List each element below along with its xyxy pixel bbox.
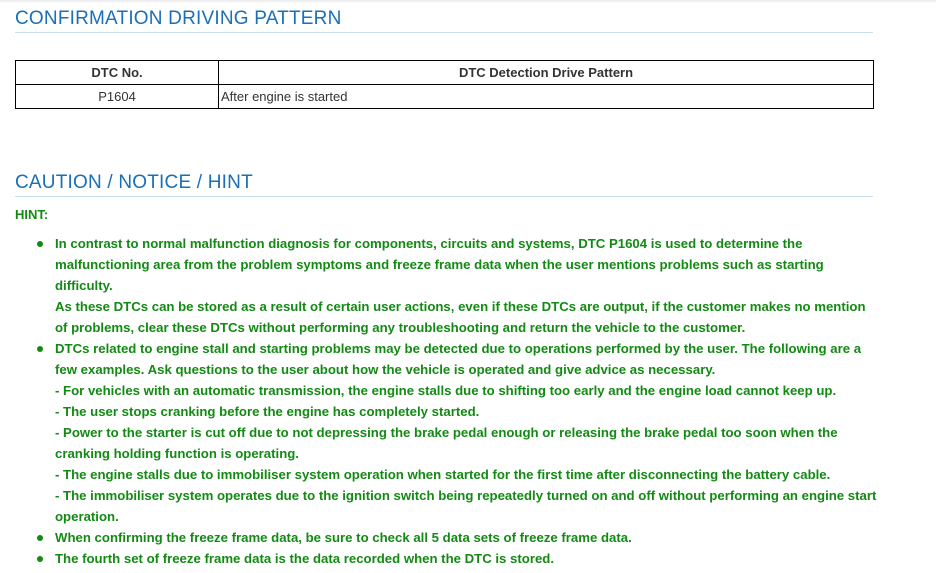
hint-example: - The engine stalls due to immobiliser system operation when started for the first time after disconnecting the battery cable. <box>55 467 831 482</box>
hint-paragraph: The fourth set of freeze frame data is the data recorded when the DTC is stored. <box>55 551 555 566</box>
table-header-row <box>16 61 874 85</box>
hint-paragraph: DTCs related to engine stall and starting problems may be detected due to operations performed by the user. The following are a few examples. Ask questions to the user about how the vehicle is operated and give advice as necessary. <box>55 341 862 377</box>
list-item <box>55 233 880 338</box>
bullet-icon <box>37 241 43 247</box>
column-header-dtc-no: DTC No. <box>16 61 219 85</box>
hint-example: - For vehicles with an automatic transmission, the engine stalls due to shifting too early and the engine load cannot keep up. <box>55 383 837 398</box>
table-row <box>16 85 874 109</box>
hint-example: - The user stops cranking before the engine has completely started. <box>55 404 480 419</box>
top-shadow-bar <box>0 0 936 3</box>
hint-paragraph: As these DTCs can be stored as a result of certain user actions, even if these DTCs are output, if the customer makes no mention of problems, clear these DTCs without performing any troubleshooting and return the vehicle to the customer. <box>55 299 866 335</box>
drive-pattern-cell: After engine is started <box>219 85 874 109</box>
caution-notice-hint-heading: CAUTION / NOTICE / HINT <box>15 172 873 197</box>
confirmation-driving-pattern-heading: CONFIRMATION DRIVING PATTERN <box>15 8 873 33</box>
hint-example: - Power to the starter is cut off due to not depressing the brake pedal enough or releasing the brake pedal too soon when the cranking holding function is operating. <box>55 425 838 461</box>
hint-list <box>0 233 880 569</box>
list-item <box>55 338 880 527</box>
list-item <box>55 548 880 569</box>
column-header-drive-pattern: DTC Detection Drive Pattern <box>219 61 874 85</box>
bullet-icon <box>37 535 43 541</box>
dtc-table <box>15 60 874 109</box>
hint-paragraph: In contrast to normal malfunction diagnosis for components, circuits and systems, DTC P1604 is used to determine the malfunctioning area from the problem symptoms and freeze frame data when the user mentions problems such as starting difficulty. <box>55 236 824 293</box>
hint-example: - The immobiliser system operates due to the ignition switch being repeatedly turned on and off without performing an engine start operation. <box>55 488 877 524</box>
bullet-icon <box>37 556 43 562</box>
dtc-code-cell: P1604 <box>16 85 219 109</box>
list-item <box>55 527 880 548</box>
bullet-icon <box>37 346 43 352</box>
hint-paragraph: When confirming the freeze frame data, be sure to check all 5 data sets of freeze frame data. <box>55 530 632 545</box>
hint-label: HINT: <box>15 207 49 222</box>
